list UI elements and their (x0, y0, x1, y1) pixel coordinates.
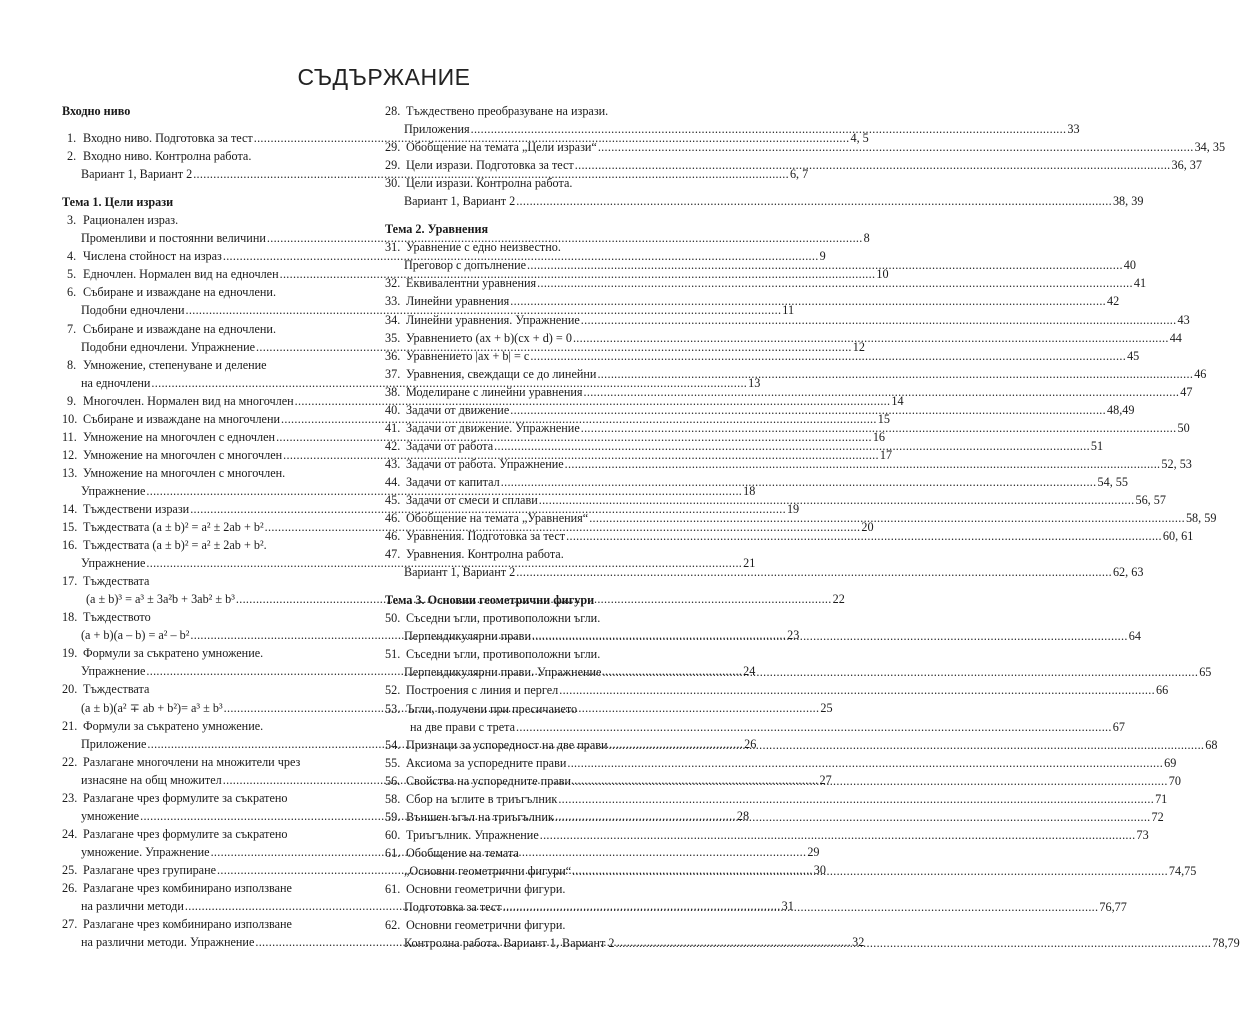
entry-title: Перпендикулярни прави (404, 629, 531, 644)
entry-title: Умножение на многочлен с многочлен. (83, 465, 286, 480)
entry-title: Сбор на ъглите в триъгълник (406, 791, 558, 806)
page-number: 27 (819, 772, 832, 787)
entry-title: Приложение (81, 736, 147, 751)
page-number: 71 (1155, 791, 1168, 806)
page-number: 70 (1168, 773, 1181, 788)
entry-title: Умножение на многочлен с едночлен (83, 429, 276, 444)
page-number: 60, 61 (1162, 529, 1194, 544)
toc-entry-24 (62, 825, 356, 843)
toc-entry-8 (62, 356, 356, 374)
entry-number: 2. (67, 149, 77, 164)
entry-title: Основни геометрични фигури. (406, 881, 566, 896)
toc-entry-17 (62, 572, 356, 590)
entry-number: 28. (385, 104, 401, 118)
page-number: 25 (820, 700, 833, 715)
entry-title: Цели изрази. Подготовка за тест (406, 158, 574, 173)
entry-title: Тъждествени изрази (83, 501, 190, 516)
toc-entry-36 (385, 347, 1140, 365)
entry-title: Задачи от работа (406, 438, 494, 453)
entry-number: 29. (385, 158, 401, 173)
entry-title: Упражнение (81, 483, 146, 498)
entry-title: Подобни едночлени. Упражнение (81, 339, 256, 354)
entry-title: Преговор с допълнение (404, 258, 527, 273)
toc-entry-23 (62, 789, 356, 807)
entry-title: Рационален израз. (83, 213, 179, 228)
entry-number: 55. (385, 755, 401, 770)
toc-entry-30-cont (385, 192, 1144, 210)
entry-number: 19. (62, 646, 78, 661)
page-number: 40 (1123, 258, 1136, 273)
entry-number: 13. (62, 465, 78, 480)
toc-entry-62 (385, 916, 678, 934)
entry-number: 9. (67, 393, 77, 408)
entry-title: Вариант 1, Вариант 2 (404, 565, 516, 580)
entry-title: Разлагане чрез формулите за съкратено (83, 826, 288, 841)
page-number: 38, 39 (1112, 194, 1144, 209)
entry-title: Тъждествата (83, 682, 150, 697)
toc-entry-61b (385, 880, 678, 898)
entry-number: 59. (385, 809, 401, 824)
page-number: 52, 53 (1161, 456, 1192, 471)
toc-entry-22 (62, 753, 356, 771)
entry-number: 50. (385, 611, 401, 626)
entry-title: Обобщение на темата (406, 845, 519, 860)
page-number: 78,79 (1212, 936, 1240, 951)
page-number: 18 (743, 483, 756, 498)
toc-entry-28-cont (385, 120, 1080, 138)
page-number: 46 (1194, 366, 1207, 381)
entry-title: Свойства на успоредните прави (406, 773, 571, 788)
page-number: 45 (1127, 348, 1140, 363)
toc-entry-27 (62, 915, 356, 933)
page-number: 8 (863, 231, 870, 246)
entry-title: Числена стойност на израз (83, 249, 222, 264)
entry-title: на две прави с трета (410, 719, 515, 734)
entry-number: 27. (62, 917, 78, 932)
entry-title: Събиране и изваждане на едночлени. (83, 285, 276, 300)
entry-number: 33. (385, 294, 401, 309)
entry-number: 53. (385, 701, 401, 716)
toc-entry-30 (385, 174, 678, 192)
entry-title: Основни геометрични фигури. (406, 918, 566, 933)
page-number: 66 (1155, 683, 1169, 698)
entry-number: 31. (385, 240, 401, 255)
entry-title: Събиране и изваждане на едночлени. (83, 321, 276, 336)
page-number: 44 (1169, 330, 1182, 345)
page-number: 22 (832, 592, 845, 607)
entry-number: 4. (67, 249, 77, 264)
toc-entry-60 (385, 826, 1149, 844)
entry-title: Разлагане чрез формулите за съкратено (83, 790, 288, 805)
entry-title: Тъждествата (a ± b)² = a² ± 2ab + b² (83, 520, 264, 535)
entry-title: Разлагане чрез комбинирано използване (83, 917, 292, 932)
section-heading: Тема 2. Уравнения (385, 222, 489, 237)
entry-number: 34. (385, 312, 401, 327)
entry-number: 29. (385, 140, 401, 155)
entry-title: Събиране и изваждане на многочлени (83, 411, 280, 426)
entry-number: 56. (385, 773, 401, 788)
page-number: 62, 63 (1112, 565, 1144, 580)
page-number: 51 (1090, 438, 1104, 453)
page-number: 24 (743, 664, 756, 679)
page-number: 15 (877, 411, 890, 426)
entry-number: 54. (385, 737, 401, 752)
entry-title: Умножение на многочлен с многочлен (83, 447, 283, 462)
toc-entry-61 (385, 844, 678, 862)
entry-title: Уравнения, свеждащи се до линейни (406, 366, 597, 381)
toc-entry-46 (385, 509, 1217, 527)
entry-title: Построения с линия и пергел (406, 683, 559, 698)
entry-title: Умножение, степенуване и деление (83, 357, 267, 372)
entry-title: Уравнения. Контролна работа. (406, 547, 564, 562)
page-number: 6, 7 (789, 167, 809, 182)
entry-title: Перпендикулярни прави. Упражнение (404, 665, 602, 680)
entry-title: Тъждествата (a ± b)² = a² ± 2ab + b². (83, 538, 267, 553)
toc-entry-2 (62, 147, 356, 165)
toc-entry-28 (385, 102, 678, 120)
entry-title: Упражнение (81, 664, 146, 679)
page-number: 69 (1164, 755, 1177, 770)
toc-entry-53 (385, 700, 678, 718)
entry-title: Формули за съкратено умножение. (83, 646, 264, 661)
toc-entry-19 (62, 644, 356, 662)
entry-number: 51. (385, 647, 401, 662)
entry-number: 22. (62, 754, 78, 769)
page-number: 34, 35 (1194, 140, 1226, 155)
page-number: 64 (1128, 629, 1141, 644)
entry-title: Цели изрази. Контролна работа. (406, 176, 573, 191)
entry-number: 17. (62, 574, 78, 589)
entry-title: „Основни геометрични фигури“ (404, 863, 572, 878)
entry-title: Разлагане чрез комбинирано използване (83, 880, 292, 895)
entry-title: умножение (81, 808, 140, 823)
section-heading: Тема 1. Цели изрази (62, 195, 174, 210)
toc-entry-50 (385, 609, 678, 627)
toc-entry-14 (62, 500, 800, 518)
page-number: 58, 59 (1185, 511, 1217, 526)
entry-title: Задачи от движение (406, 402, 510, 417)
entry-number: 46. (385, 511, 401, 526)
entry-number: 46. (385, 529, 401, 544)
page-number: 16 (872, 429, 886, 444)
page-number: 36, 37 (1171, 158, 1202, 173)
entry-number: 60. (385, 827, 401, 842)
entry-number: 35. (385, 330, 401, 345)
toc-entry-7 (62, 320, 356, 338)
section-heading: Тема 3. Основни геометрични фигури (385, 593, 595, 608)
entry-number: 47. (385, 547, 401, 562)
toc-entry-33 (385, 292, 1120, 310)
entry-title: Обобщение на темата „Уравнения“ (406, 511, 589, 526)
entry-title: Аксиома за успоредните прави (406, 755, 567, 770)
page-number: 50 (1177, 420, 1190, 435)
toc-entry-31 (385, 238, 678, 256)
entry-title: Линейни уравнения. Упражнение (406, 312, 580, 327)
entry-title: Тъждествено преобразуване на изрази. (406, 104, 609, 118)
entry-title: Контролна работа. Вариант 1, Вариант 2 (404, 936, 615, 951)
entry-title: Уравнения. Подготовка за тест (406, 529, 566, 544)
entry-number: 23. (62, 790, 78, 805)
entry-number: 3. (67, 213, 77, 228)
entry-title: на различни методи. Упражнение (81, 935, 255, 950)
entry-number: 6. (67, 285, 77, 300)
entry-number: 11. (62, 429, 77, 444)
section-heading: Входно ниво (62, 104, 131, 118)
entry-title: (a ± b)³ = a³ ± 3a²b + 3ab² ± b³ (86, 592, 235, 607)
entry-title: Тъждеството (83, 610, 151, 625)
entry-title: Разлагане чрез групиране (83, 862, 217, 877)
entry-title: Входно ниво. Контролна работа. (83, 149, 252, 164)
entry-title: Еквивалентни уравнения (406, 276, 537, 291)
entry-title: Задачи от работа. Упражнение (406, 456, 564, 471)
entry-number: 12. (62, 447, 78, 462)
entry-title: изнасяне на общ множител (81, 772, 222, 787)
entry-number: 61. (385, 845, 401, 860)
entry-number: 14. (62, 501, 78, 516)
entry-title: Ъгли, получени при пресичането (406, 701, 578, 716)
entry-number: 58. (385, 791, 401, 806)
entry-number: 18. (62, 610, 78, 625)
entry-number: 20. (62, 682, 78, 697)
entry-number: 41. (385, 420, 401, 435)
entry-number: 16. (62, 538, 78, 553)
toc-entry-21 (62, 717, 356, 735)
entry-title: Упражнение (81, 556, 146, 571)
toc-entry-51 (385, 645, 678, 663)
entry-number: 25. (62, 862, 78, 877)
page-number: 47 (1180, 384, 1193, 399)
entry-number: 61. (385, 881, 401, 896)
toc-entry-53-cont (385, 718, 1125, 736)
entry-title: Задачи от капитал (406, 474, 500, 489)
page-number: 73 (1136, 827, 1149, 842)
page-title: СЪДЪРЖАНИЕ (297, 64, 471, 90)
toc-entry-16 (62, 536, 356, 554)
toc-entry-55 (385, 754, 1177, 772)
entry-title: Уравнение с едно неизвестно. (406, 240, 561, 255)
page-number: 21 (743, 556, 756, 571)
entry-number: 36. (385, 348, 401, 363)
entry-title: Моделиране с линейни уравнения (406, 384, 583, 399)
toc-entry-43 (385, 455, 1192, 473)
entry-number: 44. (385, 474, 401, 489)
entry-title: (a + b)(a – b) = a² – b² (81, 628, 190, 643)
entry-number: 24. (62, 826, 78, 841)
page-number: 23 (787, 628, 800, 643)
entry-number: 40. (385, 402, 401, 417)
toc-entry-18 (62, 608, 356, 626)
entry-title: Променливи и постоянни величини (81, 231, 266, 246)
entry-title: Вариант 1, Вариант 2 (404, 194, 516, 209)
entry-title: Съседни ъгли, противоположни ъгли. (406, 611, 601, 626)
toc-entry-47 (385, 545, 678, 563)
entry-number: 1. (67, 131, 77, 146)
toc-entry-31-cont (385, 256, 1136, 274)
entry-number: 30. (385, 176, 401, 191)
entry-number: 10. (62, 411, 78, 426)
page-number: 20 (861, 520, 874, 535)
page-number: 76,77 (1099, 900, 1127, 915)
entry-number: 26. (62, 880, 78, 895)
entry-title: Едночлен. Нормален вид на едночлен (83, 267, 279, 282)
page-number: 30 (813, 862, 826, 877)
page-number: 72 (1151, 809, 1164, 824)
page-number: 26 (744, 736, 757, 751)
entry-title: Подготовка за тест (404, 900, 502, 915)
page-number: 4, 5 (850, 131, 869, 146)
page-number: 33 (1067, 122, 1080, 137)
page-number: 68 (1205, 737, 1218, 752)
entry-title: Съседни ъгли, противоположни ъгли. (406, 647, 601, 662)
entry-title: (a ± b)(a² ∓ ab + b²)= a³ ± b³ (81, 700, 223, 715)
entry-title: Триъгълник. Упражнение (406, 827, 539, 842)
entry-title: на едночлени (81, 375, 151, 390)
toc-entry-13 (62, 464, 356, 482)
page-number: 42 (1107, 294, 1120, 309)
page-number: 74,75 (1168, 863, 1197, 878)
entry-title: Многочлен. Нормален вид на многочлен (83, 393, 294, 408)
entry-title: Разлагане многочлени на множители чрез (83, 754, 301, 769)
page-number: 56, 57 (1135, 492, 1166, 507)
entry-title: Приложения (404, 122, 470, 137)
entry-number: 8. (67, 357, 77, 372)
entry-title: Вариант 1, Вариант 2 (81, 167, 193, 182)
page-number: 65 (1199, 665, 1212, 680)
entry-title: умножение. Упражнение (81, 844, 210, 859)
entry-title: Входно ниво. Подготовка за тест (83, 131, 253, 146)
page-number: 11 (782, 303, 795, 318)
page-number: 43 (1177, 312, 1190, 327)
entry-title: Задачи от движение. Упражнение (406, 420, 580, 435)
page-number: 29 (807, 844, 820, 859)
entry-title: Формули за съкратено умножение. (83, 718, 264, 733)
entry-number: 42. (385, 438, 401, 453)
toc-entry-6 (62, 283, 356, 301)
page-number: 32 (852, 935, 865, 950)
entry-title: Уравнението (ax + b)(cx + d) = 0 (406, 330, 572, 345)
toc-entry-26 (62, 879, 356, 897)
entry-number: 52. (385, 683, 401, 698)
entry-number: 21. (62, 718, 78, 733)
entry-number: 62. (385, 918, 401, 933)
entry-title: Външен ъгъл на триъгълник (406, 809, 554, 824)
entry-number: 7. (67, 321, 77, 336)
page-number: 31 (781, 899, 794, 914)
toc-entry-52 (385, 681, 1169, 699)
entry-number: 32. (385, 276, 401, 291)
page-number: 14 (891, 393, 904, 408)
page-number: 9 (819, 249, 826, 264)
page-number: 28 (736, 808, 750, 823)
entry-number: 37. (385, 366, 401, 381)
entry-title: на различни методи (81, 899, 184, 914)
page-number: 67 (1112, 719, 1125, 734)
toc-entry-34 (385, 311, 1190, 329)
page-number: 54, 55 (1097, 474, 1128, 489)
page-number: 17 (879, 447, 893, 462)
toc-entry-29b (385, 156, 1202, 174)
entry-title: Линейни уравнения (406, 294, 510, 309)
entry-title: Обобщение на темата „Цели изрази“ (406, 140, 597, 155)
entry-title: Подобни едночлени (81, 303, 185, 318)
entry-title: Уравнението |ax + b| = c (406, 348, 530, 363)
page-number: 12 (852, 339, 865, 354)
entry-number: 45. (385, 492, 401, 507)
entry-number: 43. (385, 456, 401, 471)
page-number: 41 (1133, 276, 1147, 291)
entry-number: 38. (385, 384, 401, 399)
entry-number: 5. (67, 267, 77, 282)
page-number: 48,49 (1107, 402, 1135, 417)
toc-entry-3 (62, 211, 356, 229)
page-number: 19 (786, 501, 800, 516)
page-number: 13 (748, 375, 761, 390)
toc-entry-58 (385, 790, 1168, 808)
entry-title: Признаци за успоредност на две прави (406, 737, 608, 752)
entry-title: Тъждествата (83, 574, 150, 589)
entry-title: Задачи от смеси и сплави (406, 492, 538, 507)
entry-number: 15. (62, 520, 78, 535)
toc-entry-20 (62, 680, 356, 698)
page-number: 10 (876, 267, 889, 282)
